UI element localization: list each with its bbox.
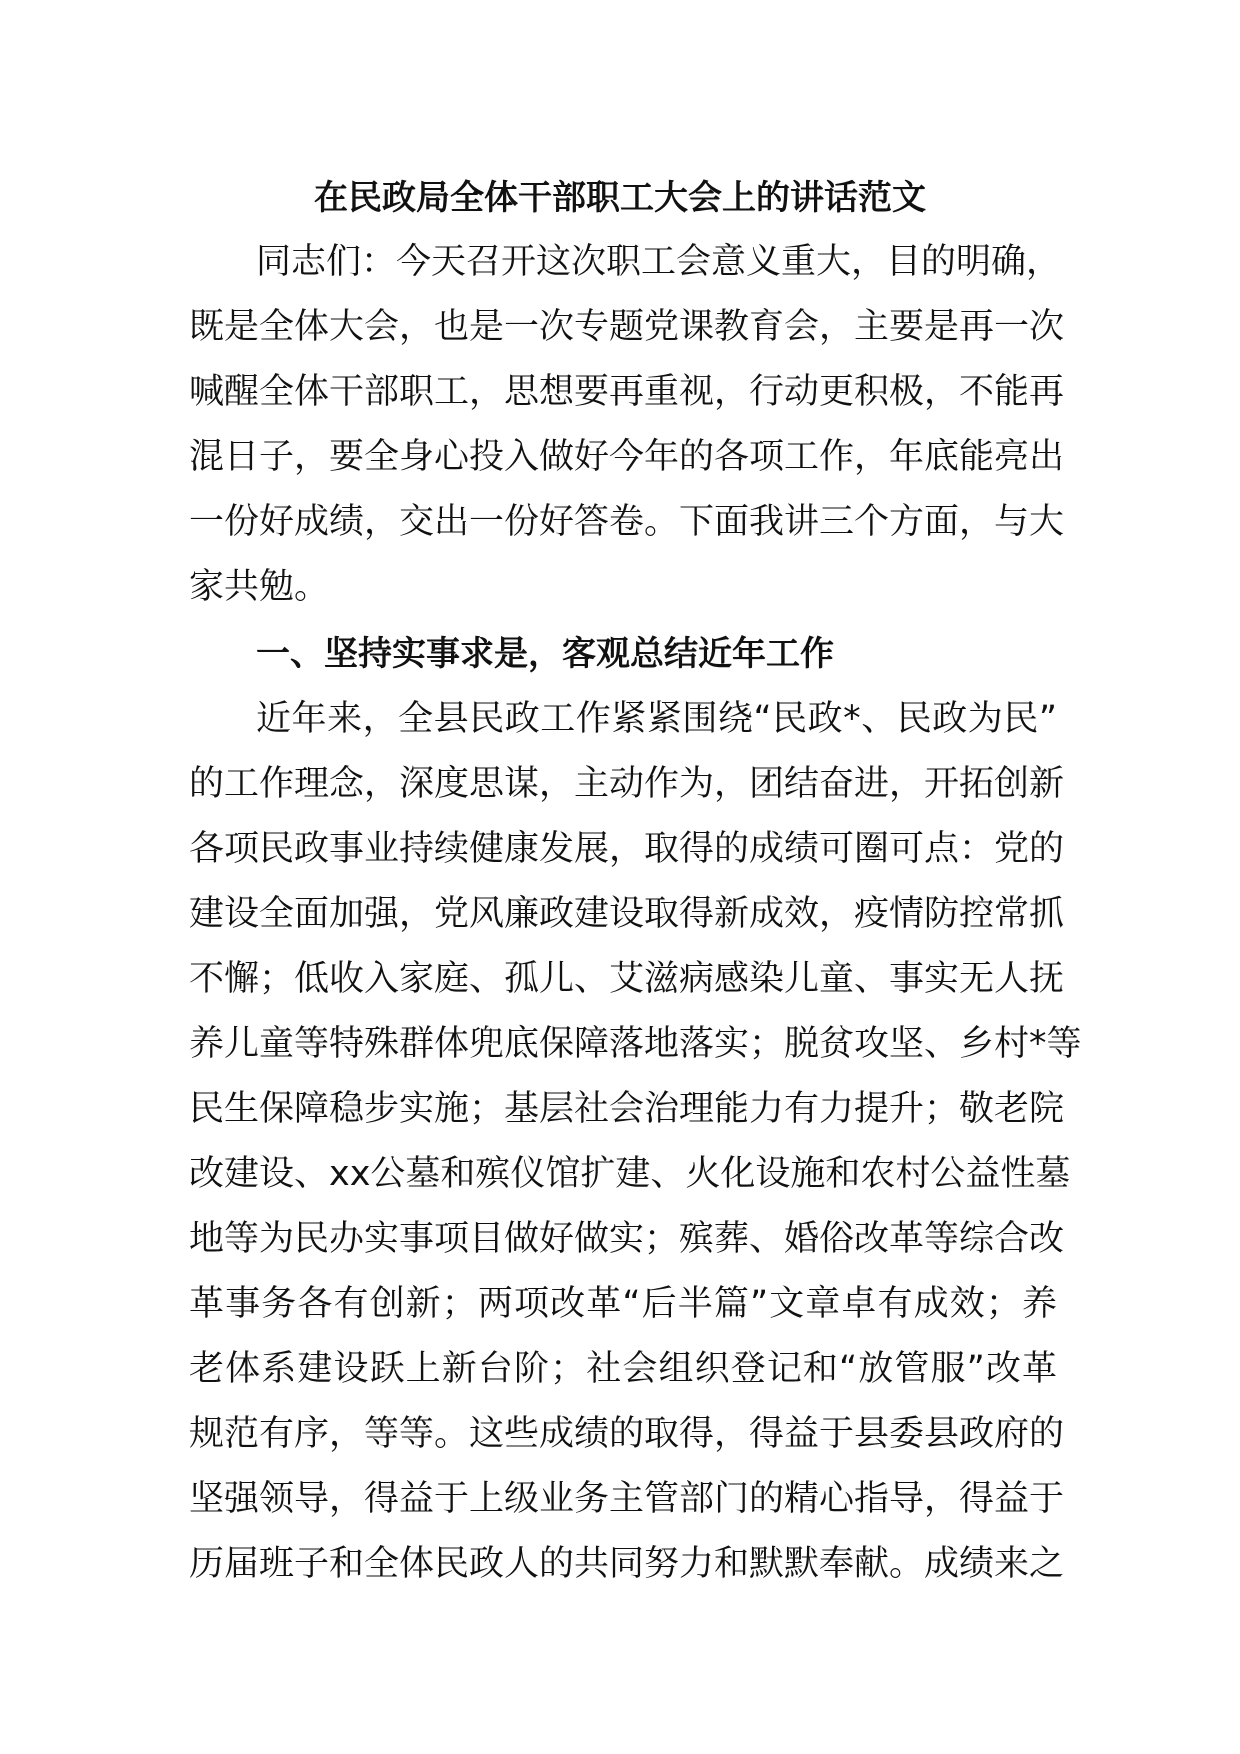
text-line: 混日子，要全身心投入做好今年的各项工作，年底能亮出 bbox=[189, 437, 1065, 477]
text-line: 改建设、xx公墓和殡仪馆扩建、火化设施和农村公益性墓 bbox=[189, 1154, 1071, 1194]
text-line: 养儿童等特殊群体兜底保障落地落实；脱贫攻坚、乡村*等 bbox=[189, 1024, 1082, 1064]
text-line: 既是全体大会，也是一次专题党课教育会，主要是再一次 bbox=[189, 307, 1065, 347]
text-line: 规范有序，等等。这些成绩的取得，得益于县委县政府的 bbox=[189, 1414, 1065, 1454]
document-title: 在民政局全体干部职工大会上的讲话范文 bbox=[314, 178, 926, 218]
text-line: 一份好成绩，交出一份好答卷。下面我讲三个方面，与大 bbox=[189, 502, 1065, 542]
text-line: 近年来，全县民政工作紧紧围绕“民政*、民政为民” bbox=[256, 699, 1057, 739]
text-line: 家共勉。 bbox=[189, 567, 330, 607]
text-line: 喊醒全体干部职工，思想要再重视，行动更积极，不能再 bbox=[189, 372, 1065, 412]
text-line: 同志们：今天召开这次职工会意义重大，目的明确， bbox=[256, 242, 1062, 282]
text-line: 民生保障稳步实施；基层社会治理能力有力提升；敬老院 bbox=[189, 1089, 1065, 1129]
text-line: 建设全面加强，党风廉政建设取得新成效，疫情防控常抓 bbox=[189, 894, 1065, 934]
text-line: 的工作理念，深度思谋，主动作为，团结奋进，开拓创新 bbox=[189, 764, 1065, 804]
text-line: 坚强领导，得益于上级业务主管部门的精心指导，得益于 bbox=[189, 1479, 1065, 1519]
text-line: 革事务各有创新；两项改革“后半篇”文章卓有成效；养 bbox=[189, 1284, 1057, 1324]
text-line: 各项民政事业持续健康发展，取得的成绩可圈可点：党的 bbox=[189, 829, 1065, 869]
text-line: 历届班子和全体民政人的共同努力和默默奉献。成绩来之 bbox=[189, 1544, 1065, 1584]
section-heading: 一、坚持实事求是，客观总结近年工作 bbox=[256, 634, 834, 674]
text-line: 老体系建设跃上新台阶；社会组织登记和“放管服”改革 bbox=[189, 1349, 1057, 1389]
text-line: 不懈；低收入家庭、孤儿、艾滋病感染儿童、事实无人抚 bbox=[189, 959, 1065, 999]
text-line: 地等为民办实事项目做好做实；殡葬、婚俗改革等综合改 bbox=[189, 1219, 1065, 1259]
